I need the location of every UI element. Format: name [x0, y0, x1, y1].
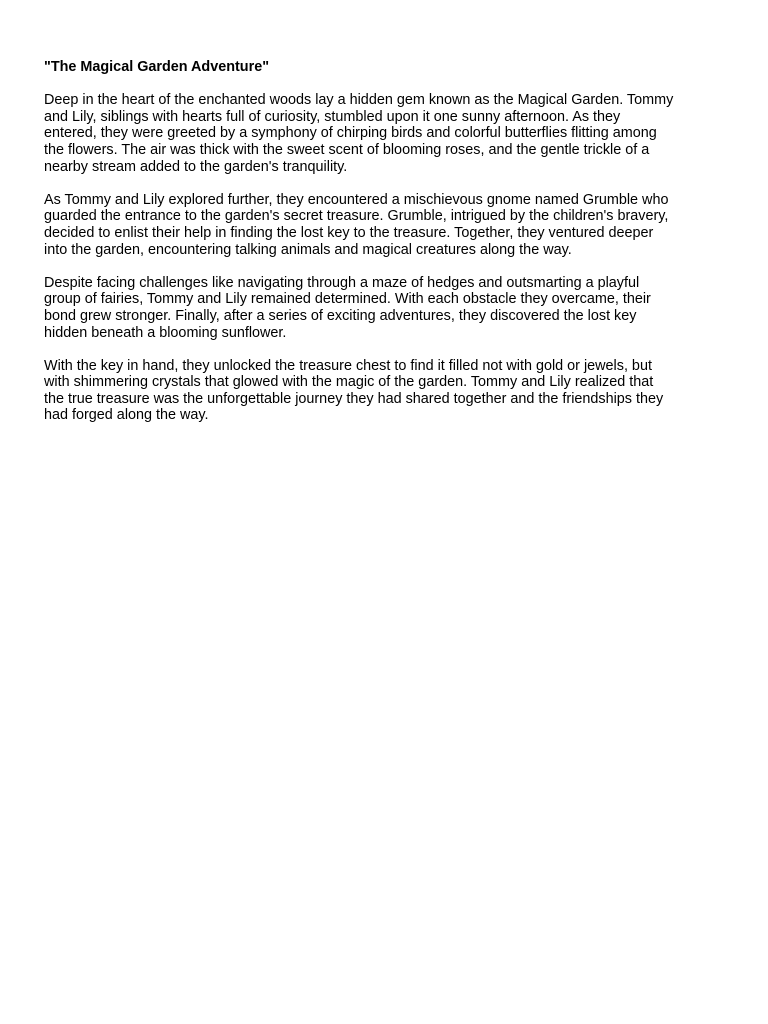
paragraph-line: guarded the entrance to the garden's secret treasure. Grumble, intrigued by the children's bravery,: [44, 208, 669, 225]
paragraph-line: into the garden, encountering talking animals and magical creatures along the way.: [44, 241, 572, 258]
paragraph-4: [44, 358, 734, 424]
paragraph-line: As Tommy and Lily explored further, they encountered a mischievous gnome named Grumble who: [44, 191, 669, 208]
paragraph-line: had forged along the way.: [44, 407, 209, 424]
document-title: "The Magical Garden Adventure": [44, 59, 270, 75]
paragraph-line: Deep in the heart of the enchanted woods lay a hidden gem known as the Magical Garden. Tommy: [44, 92, 674, 109]
paragraph-line: with shimmering crystals that glowed with the magic of the garden. Tommy and Lily realized that: [44, 374, 654, 391]
paragraph-line: decided to enlist their help in finding the lost key to the treasure. Together, they ventured deeper: [44, 224, 654, 241]
paragraph-2: [44, 192, 734, 258]
paragraph-line: and Lily, siblings with hearts full of curiosity, stumbled upon it one sunny afternoon. As they: [44, 108, 621, 125]
paragraph-3: [44, 275, 734, 341]
paragraph-line: nearby stream added to the garden's tranquility.: [44, 158, 348, 175]
paragraph-line: the flowers. The air was thick with the sweet scent of blooming roses, and the gentle trickle of a: [44, 141, 650, 158]
paragraph-line: entered, they were greeted by a symphony of chirping birds and colorful butterflies flitting among: [44, 125, 657, 142]
paragraph-line: With the key in hand, they unlocked the treasure chest to find it filled not with gold or jewels, but: [44, 357, 652, 374]
document-page: [44, 59, 734, 441]
paragraph-line: group of fairies, Tommy and Lily remained determined. With each obstacle they overcame, their: [44, 291, 651, 308]
paragraph-line: the true treasure was the unforgettable journey they had shared together and the friendships they: [44, 390, 664, 407]
paragraph-1: [44, 92, 734, 175]
paragraph-line: Despite facing challenges like navigating through a maze of hedges and outsmarting a playful: [44, 274, 640, 291]
paragraph-line: bond grew stronger. Finally, after a series of exciting adventures, they discovered the lost key: [44, 307, 637, 324]
paragraph-line: hidden beneath a blooming sunflower.: [44, 324, 287, 341]
